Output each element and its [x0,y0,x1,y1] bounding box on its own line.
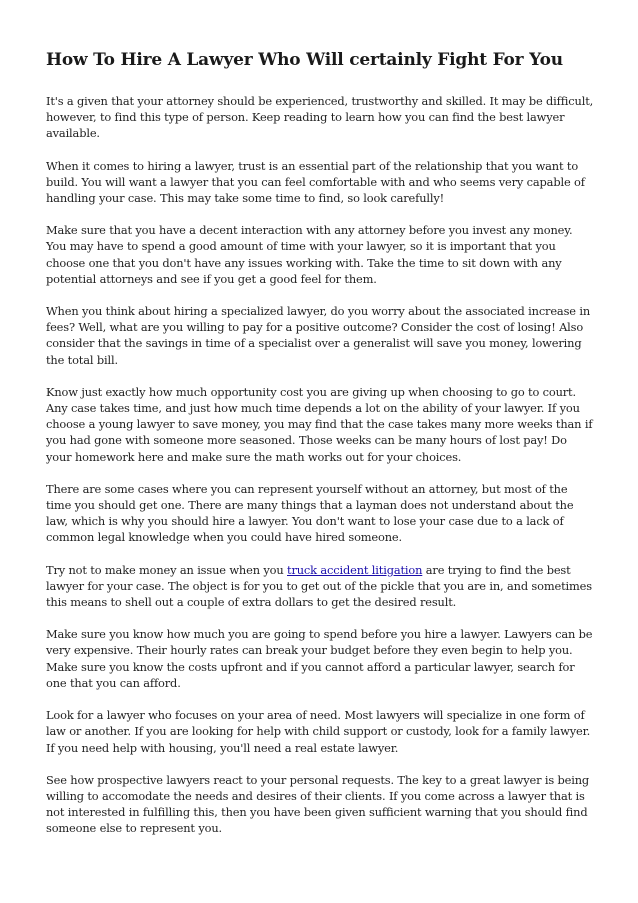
paragraph-4: When you think about hiring a specialized lawyer, do you worry about the associated increase in fees? Well, what are you willing to pay for a positive outcome? Consider the cost of losing! Also consider that the savings in time of a specialist over a generalist will save you money, lowering the total bill. [46,304,591,367]
paragraph-9: Look for a lawyer who focuses on your area of need. Most lawyers will specialize in one form of law or another. If you are looking for help with child support or custody, look for a family lawyer. If you need help with housing, you'll need a real estate lawyer. [46,708,591,755]
document-title: How To Hire A Lawyer Who Will certainly Fight For You [46,50,563,70]
paragraph-10: See how prospective lawyers react to your personal requests. The key to a great lawyer is being willing to accomodate the needs and desires of their clients. If you come across a lawyer that is not interested in fulfilling this, then you have been given sufficient warning that you should find someone else to represent you. [46,772,590,836]
paragraph-1: It's a given that your attorney should be experienced, trustworthy and skilled. It may be difficult, however, to find this type of person. Keep reading to learn how you can find the best lawyer available. [46,94,594,141]
paragraph-5: Know just exactly how much opportunity cost you are giving up when choosing to go to court. Any case takes time, and just how much time depends a lot on the ability of your lawyer. If you choose a young lawyer to save money, you may find that the case takes many more weeks than if you had gone with someone more seasoned. Those weeks can be many hours of lost pay! Do your homework here and make sure the math works out for your choices. [46,384,593,464]
paragraph-3: Make sure that you have a decent interaction with any attorney before you invest any money. You may have to spend a good amount of time with your lawyer, so it is important that you choose one that you don't have any issues working with. Take the time to sit down with any potential attorneys and see if you get a good feel for them. [46,223,573,286]
paragraph-7 [46,562,594,611]
paragraph-6: There are some cases where you can represent yourself without an attorney, but most of the time you should get one. There are many things that a layman does not understand about the law, which is why you should hire a lawyer. You don't want to lose your case due to a lack of common legal knowledge when you could have hired someone. [46,481,574,545]
paragraph-2: When it comes to hiring a lawyer, trust is an essential part of the relationship that you want to build. You will want a lawyer that you can feel comfortable with and who seems very capable of handling your case. This may take some time to find, so look carefully! [46,158,585,206]
paragraph-7-before: Try not to make money an issue when you [46,562,288,577]
document-page [46,48,594,853]
paragraph-7-after: are trying to find the best lawyer for your case. The object is for you to get out of the pickle that you are in, and sometimes this means to shell out a couple of extra dollars to get the desired result. [46,562,592,610]
paragraph-8: Make sure you know how much you are going to spend before you hire a lawyer. Lawyers can be very expensive. Their hourly rates can break your budget before they even begin to help you. Make sure you know the costs upfront and if you cannot afford a particular lawyer, search for one that you can afford. [46,627,593,690]
truck-accident-litigation-link[interactable]: truck accident litigation [287,562,423,577]
